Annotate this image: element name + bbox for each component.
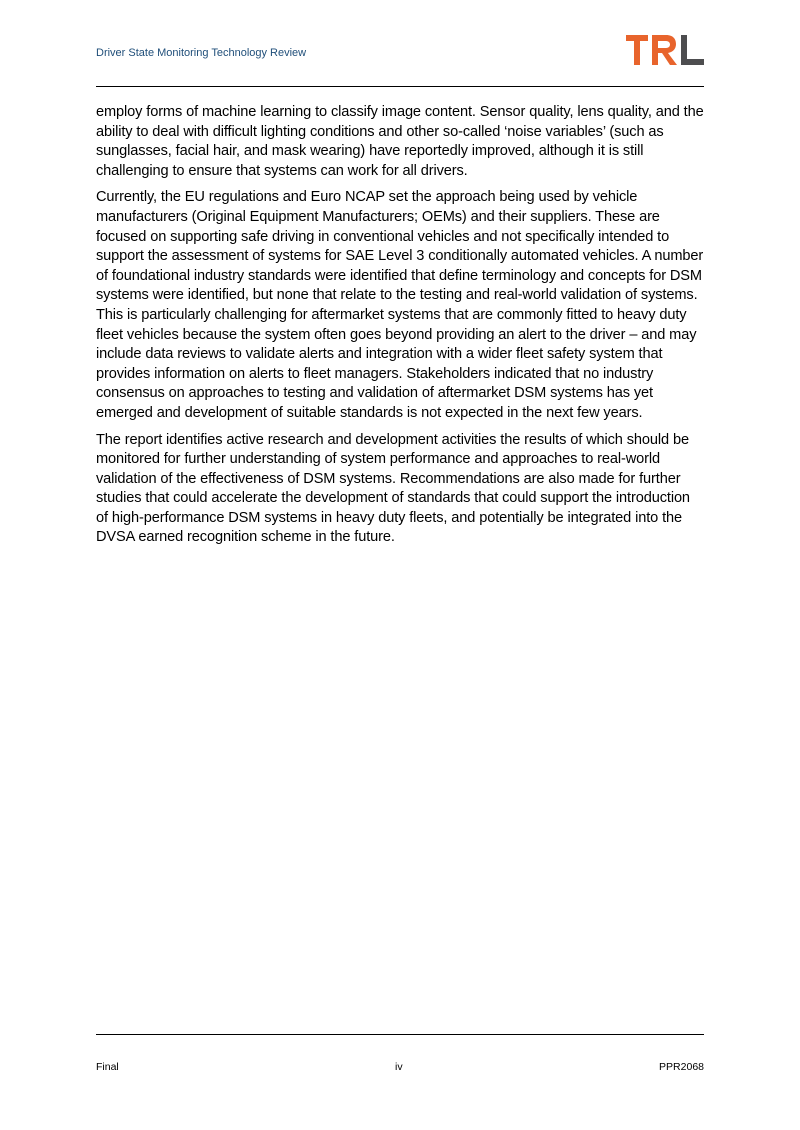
trl-logo: [626, 35, 704, 65]
body-paragraph: Currently, the EU regulations and Euro NCAP set the approach being used by vehicle manufacturers (Original Equipment Manufacturers; OEMs) and their suppliers. These are focused on supporting safe driving in conventional vehicles and not specifically intended to support the assessment of systems for SAE Level 3 conditionally automated vehicles. A number of foundational industry standards were identified that define terminology and concepts for DSM systems were identified, but none that relate to the testing and real-world validation of systems. This is particularly challenging for aftermarket systems that are commonly fitted to heavy duty fleet vehicles because the system often goes beyond providing an alert to the driver – and may include data reviews to validate alerts and integration with a wider fleet safety system that provides information on alerts to fleet managers. Stakeholders indicated that no industry consensus on approaches to testing and validation of aftermarket DSM systems has yet emerged and development of suitable standards is not expected in the next few years.: [96, 189, 704, 421]
logo-letter-t-stem: [634, 35, 640, 65]
logo-letter-l-base: [681, 59, 704, 65]
footer-divider: [96, 1034, 704, 1035]
footer-status: Final: [96, 1061, 119, 1073]
body-paragraph: The report identifies active research and development activities the results of which should be monitored for further understanding of system performance and approaches to real-world validation of the effectiveness of DSM systems. Recommendations are also made for further studies that could accelerate the development of standards that could support the introduction of high-performance DSM systems in heavy duty fleets, and potentially be integrated into the DVSA earned recognition scheme in the future.: [96, 431, 690, 546]
header-divider: [96, 86, 704, 87]
footer-report-reference: PPR2068: [659, 1061, 704, 1073]
footer-page-number: iv: [395, 1061, 403, 1073]
body-paragraph: employ forms of machine learning to classify image content. Sensor quality, lens quality, and the ability to deal with difficult lighting conditions and other so-called ‘noise variables’ (such as sunglasses, facial hair, and mask wearing) have reportedly improved, although it is still challenging to ensure that systems can work for all drivers.: [96, 104, 704, 179]
main-content: [96, 103, 704, 555]
logo-letter-r: [652, 35, 677, 65]
document-header-title: Driver State Monitoring Technology Review: [96, 47, 307, 59]
